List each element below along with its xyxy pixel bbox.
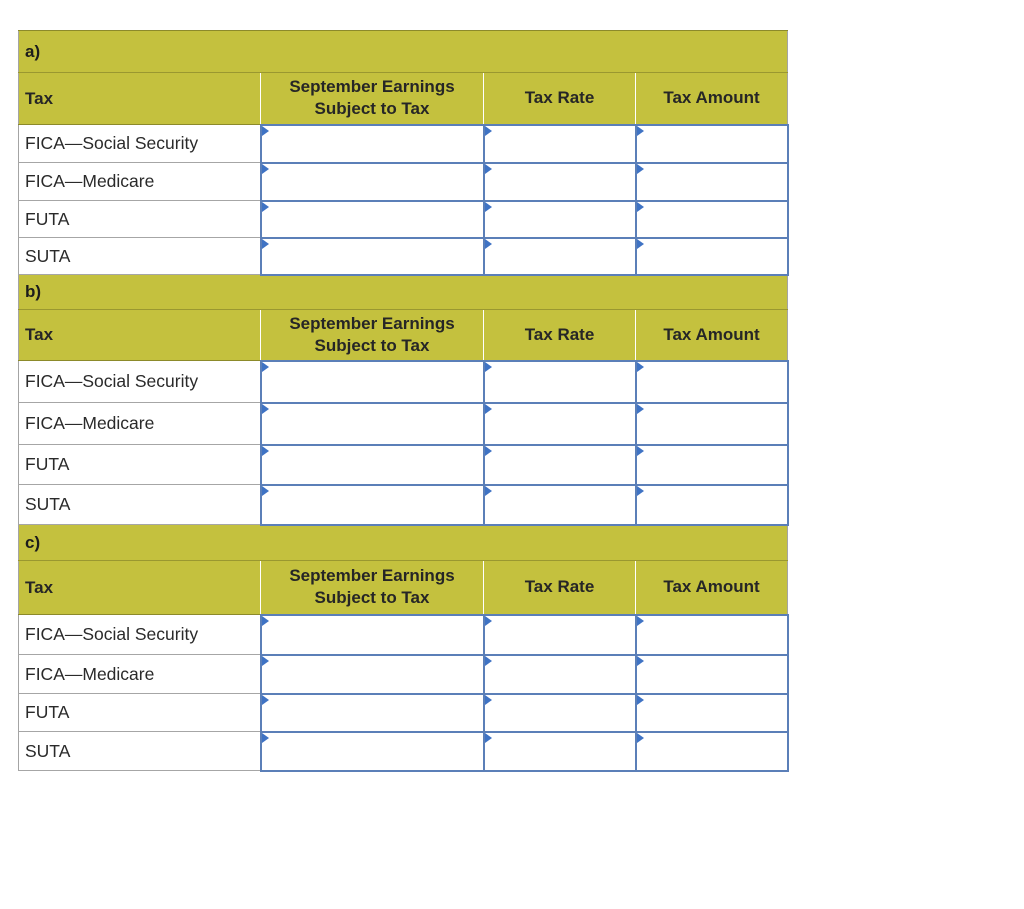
earnings-cell[interactable] [261, 485, 484, 525]
earnings-cell[interactable] [261, 201, 484, 238]
tax-name-label: FICA—Social Security [19, 361, 261, 403]
triangle-right-icon [262, 164, 269, 174]
rate-cell[interactable] [484, 655, 636, 694]
triangle-right-icon [637, 656, 644, 666]
amount-cell[interactable] [636, 201, 788, 238]
tax-name-label: SUTA [19, 238, 261, 275]
triangle-right-icon [637, 616, 644, 626]
triangle-right-icon [262, 656, 269, 666]
tax-name-label: FUTA [19, 694, 261, 732]
amount-input[interactable] [637, 247, 787, 265]
amount-input[interactable] [637, 173, 787, 191]
rate-input[interactable] [485, 626, 635, 644]
earnings-input[interactable] [262, 665, 483, 683]
tax-row [19, 615, 788, 655]
amount-input[interactable] [637, 742, 787, 760]
column-header-amount: Tax Amount [636, 310, 788, 361]
tax-worksheet-table [18, 30, 789, 772]
triangle-right-icon [485, 404, 492, 414]
earnings-cell[interactable] [261, 163, 484, 201]
amount-cell[interactable] [636, 655, 788, 694]
rate-cell[interactable] [484, 732, 636, 771]
triangle-right-icon [262, 695, 269, 705]
earnings-input[interactable] [262, 704, 483, 722]
part-label: c) [19, 525, 788, 561]
column-header-earnings: September Earnings Subject to Tax [261, 73, 484, 125]
earnings-cell[interactable] [261, 615, 484, 655]
rate-input[interactable] [485, 210, 635, 228]
triangle-right-icon [637, 126, 644, 136]
tax-row [19, 238, 788, 275]
earnings-cell[interactable] [261, 694, 484, 732]
amount-cell[interactable] [636, 125, 788, 163]
amount-input[interactable] [637, 373, 787, 391]
tax-row [19, 125, 788, 163]
triangle-right-icon [637, 486, 644, 496]
tax-name-label: FUTA [19, 201, 261, 238]
triangle-right-icon [262, 202, 269, 212]
tax-name-label: FICA—Medicare [19, 403, 261, 445]
tax-name-label: FICA—Medicare [19, 655, 261, 694]
earnings-input[interactable] [262, 626, 483, 644]
earnings-input[interactable] [262, 742, 483, 760]
earnings-cell[interactable] [261, 125, 484, 163]
column-header-amount: Tax Amount [636, 561, 788, 615]
column-header-tax: Tax [19, 310, 261, 361]
column-header-earnings: September Earnings Subject to Tax [261, 310, 484, 361]
triangle-right-icon [262, 486, 269, 496]
rate-cell[interactable] [484, 615, 636, 655]
triangle-right-icon [485, 164, 492, 174]
triangle-right-icon [262, 239, 269, 249]
earnings-cell[interactable] [261, 732, 484, 771]
tax-row [19, 403, 788, 445]
tax-row [19, 445, 788, 485]
triangle-right-icon [637, 446, 644, 456]
part-header-row [19, 525, 788, 561]
earnings-input[interactable] [262, 173, 483, 191]
tax-name-label: SUTA [19, 732, 261, 771]
amount-cell[interactable] [636, 732, 788, 771]
triangle-right-icon [637, 695, 644, 705]
amount-input[interactable] [637, 496, 787, 514]
rate-input[interactable] [485, 665, 635, 683]
triangle-right-icon [485, 362, 492, 372]
part-header-row [19, 31, 788, 73]
amount-cell[interactable] [636, 238, 788, 275]
triangle-right-icon [637, 733, 644, 743]
triangle-right-icon [485, 616, 492, 626]
column-header-row [19, 73, 788, 125]
rate-input[interactable] [485, 704, 635, 722]
part-header-row [19, 275, 788, 310]
earnings-input[interactable] [262, 373, 483, 391]
amount-input[interactable] [637, 210, 787, 228]
triangle-right-icon [485, 446, 492, 456]
rate-cell[interactable] [484, 238, 636, 275]
amount-input[interactable] [637, 626, 787, 644]
earnings-input[interactable] [262, 135, 483, 153]
rate-input[interactable] [485, 742, 635, 760]
triangle-right-icon [485, 695, 492, 705]
triangle-right-icon [485, 486, 492, 496]
amount-input[interactable] [637, 135, 787, 153]
part-label: b) [19, 275, 788, 310]
triangle-right-icon [485, 202, 492, 212]
earnings-input[interactable] [262, 456, 483, 474]
tax-row [19, 732, 788, 771]
column-header-earnings: September Earnings Subject to Tax [261, 561, 484, 615]
amount-cell[interactable] [636, 445, 788, 485]
rate-input[interactable] [485, 415, 635, 433]
amount-cell[interactable] [636, 694, 788, 732]
amount-input[interactable] [637, 456, 787, 474]
amount-cell[interactable] [636, 163, 788, 201]
triangle-right-icon [485, 126, 492, 136]
rate-cell[interactable] [484, 694, 636, 732]
triangle-right-icon [262, 404, 269, 414]
rate-cell[interactable] [484, 403, 636, 445]
column-header-row [19, 310, 788, 361]
amount-cell[interactable] [636, 403, 788, 445]
tax-name-label: FUTA [19, 445, 261, 485]
column-header-amount: Tax Amount [636, 73, 788, 125]
part-label: a) [19, 31, 788, 73]
rate-cell[interactable] [484, 445, 636, 485]
tax-row [19, 201, 788, 238]
rate-input[interactable] [485, 173, 635, 191]
column-header-row [19, 561, 788, 615]
triangle-right-icon [262, 126, 269, 136]
triangle-right-icon [485, 239, 492, 249]
earnings-input[interactable] [262, 496, 483, 514]
tax-name-label: FICA—Social Security [19, 125, 261, 163]
triangle-right-icon [262, 616, 269, 626]
triangle-right-icon [262, 446, 269, 456]
tax-name-label: FICA—Medicare [19, 163, 261, 201]
tax-row [19, 485, 788, 525]
amount-input[interactable] [637, 415, 787, 433]
triangle-right-icon [485, 733, 492, 743]
earnings-cell[interactable] [261, 655, 484, 694]
amount-cell[interactable] [636, 615, 788, 655]
triangle-right-icon [637, 164, 644, 174]
rate-input[interactable] [485, 373, 635, 391]
tax-name-label: SUTA [19, 485, 261, 525]
column-header-tax: Tax [19, 561, 261, 615]
tax-row [19, 694, 788, 732]
amount-input[interactable] [637, 704, 787, 722]
rate-cell[interactable] [484, 201, 636, 238]
rate-input[interactable] [485, 496, 635, 514]
rate-cell[interactable] [484, 485, 636, 525]
amount-cell[interactable] [636, 361, 788, 403]
column-header-tax: Tax [19, 73, 261, 125]
column-header-rate: Tax Rate [484, 73, 636, 125]
triangle-right-icon [637, 404, 644, 414]
rate-input[interactable] [485, 456, 635, 474]
amount-cell[interactable] [636, 485, 788, 525]
triangle-right-icon [637, 202, 644, 212]
earnings-cell[interactable] [261, 445, 484, 485]
rate-input[interactable] [485, 247, 635, 265]
triangle-right-icon [637, 239, 644, 249]
column-header-rate: Tax Rate [484, 561, 636, 615]
tax-row [19, 655, 788, 694]
tax-row [19, 361, 788, 403]
earnings-cell[interactable] [261, 403, 484, 445]
earnings-input[interactable] [262, 247, 483, 265]
triangle-right-icon [485, 656, 492, 666]
triangle-right-icon [262, 733, 269, 743]
column-header-rate: Tax Rate [484, 310, 636, 361]
rate-cell[interactable] [484, 361, 636, 403]
tax-row [19, 163, 788, 201]
earnings-cell[interactable] [261, 361, 484, 403]
rate-cell[interactable] [484, 125, 636, 163]
earnings-cell[interactable] [261, 238, 484, 275]
earnings-input[interactable] [262, 415, 483, 433]
triangle-right-icon [637, 362, 644, 372]
rate-cell[interactable] [484, 163, 636, 201]
amount-input[interactable] [637, 665, 787, 683]
rate-input[interactable] [485, 135, 635, 153]
earnings-input[interactable] [262, 210, 483, 228]
triangle-right-icon [262, 362, 269, 372]
tax-name-label: FICA—Social Security [19, 615, 261, 655]
